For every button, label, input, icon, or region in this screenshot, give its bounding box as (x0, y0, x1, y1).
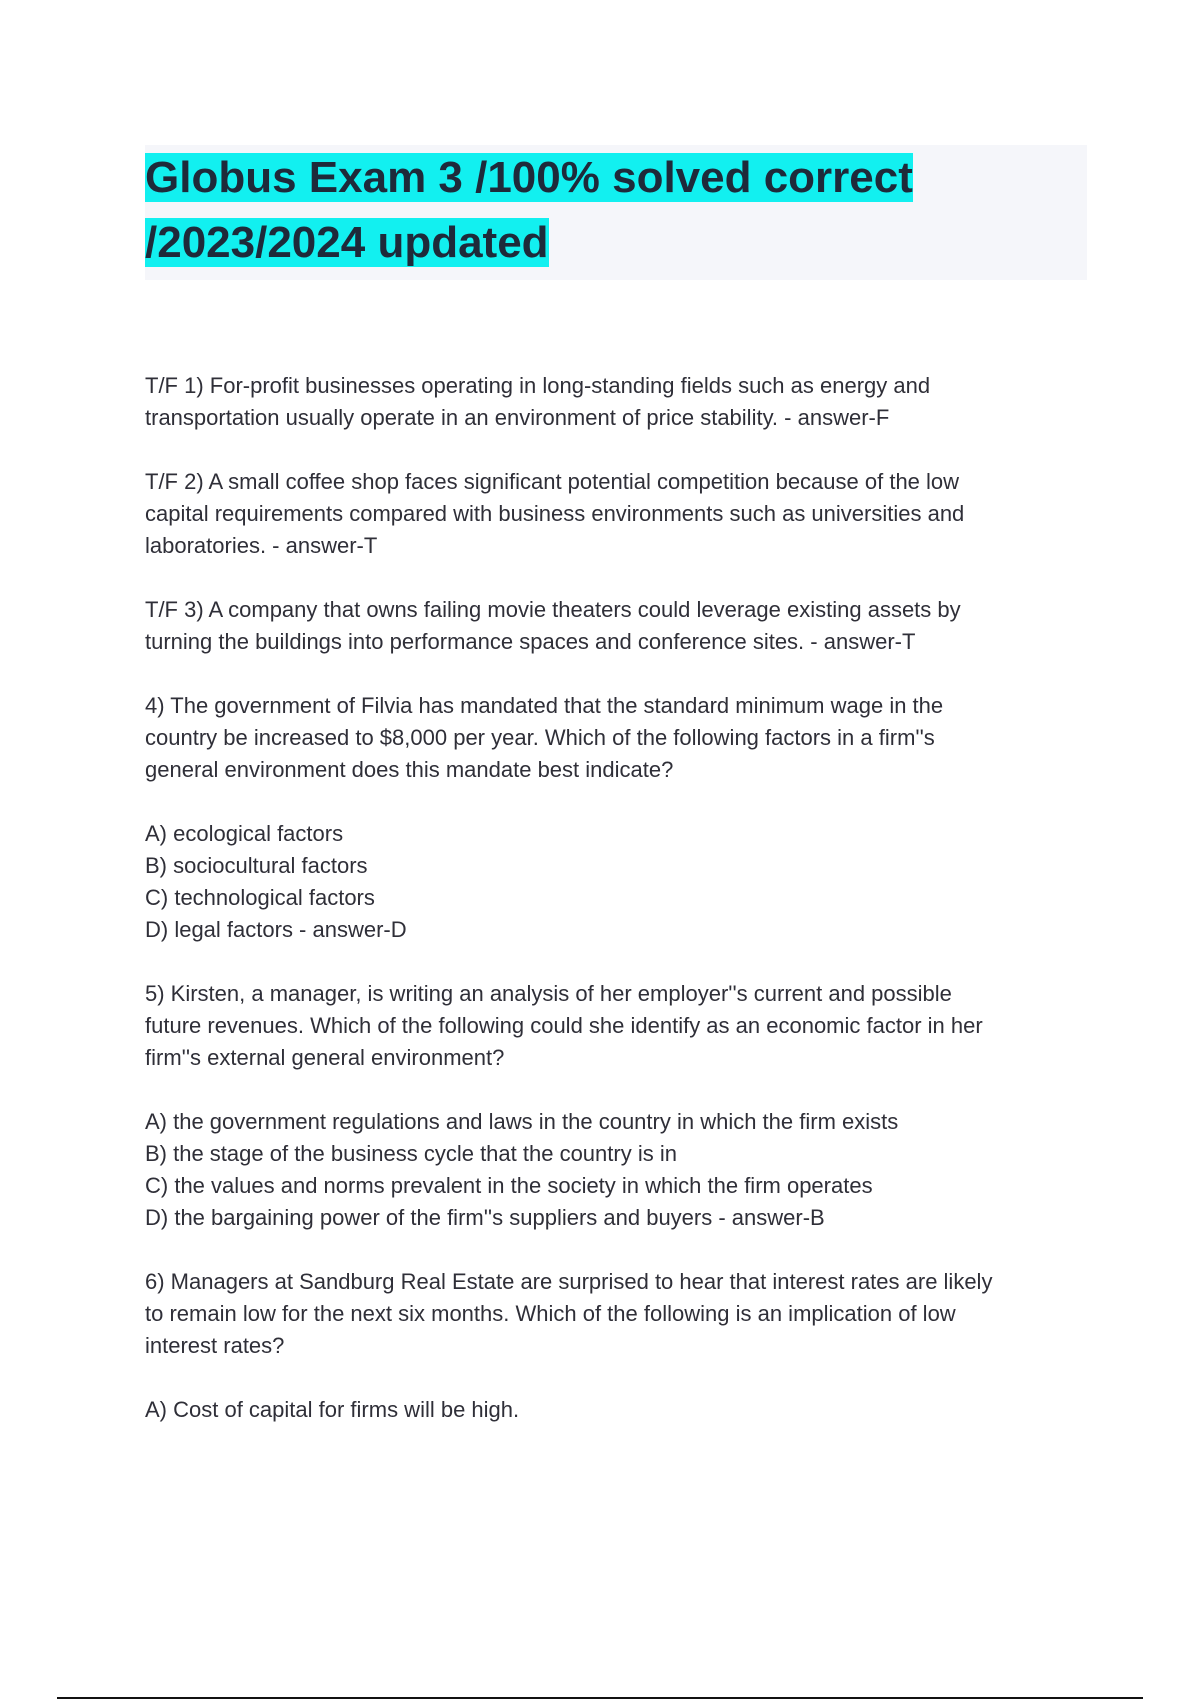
question-5-options: A) the government regulations and laws in the country in which the firm exists B) the stage of the business cycle that the country is in C) the values and norms prevalent in the society in which the firm operates D) the bargaining power of the firm''s suppliers and buyers - answer-B (145, 1109, 899, 1230)
document-title (145, 145, 1087, 275)
question-6-options: A) Cost of capital for firms will be high. (145, 1397, 520, 1422)
question-4: 4) The government of Filvia has mandated that the standard minimum wage in the country be increased to $8,000 per year. Which of the following factors in a firm''s general environment does this mandate best indicate? (145, 693, 944, 782)
question-4-options: A) ecological factors B) sociocultural factors C) technological factors D) legal factors - answer-D (145, 821, 407, 942)
question-1: T/F 1) For-profit businesses operating in long-standing fields such as energy and transportation usually operate in an environment of price stability. - answer-F (145, 373, 931, 430)
title-highlight: Globus Exam 3 /100% solved correct /2023/2024 updated (145, 153, 913, 267)
question-2: T/F 2) A small coffee shop faces significant potential competition because of the low capital requirements compared with business environments such as universities and laboratories. - answer-T (145, 469, 965, 558)
question-5: 5) Kirsten, a manager, is writing an analysis of her employer''s current and possible future revenues. Which of the following could she identify as an economic factor in her firm''s external general environment? (145, 981, 983, 1070)
question-6: 6) Managers at Sandburg Real Estate are surprised to hear that interest rates are likely to remain low for the next six months. Which of the following is an implication of low interest rates? (145, 1269, 993, 1358)
question-3: T/F 3) A company that owns failing movie theaters could leverage existing assets by turning the buildings into performance spaces and conference sites. - answer-T (145, 597, 961, 654)
document-body (145, 370, 1085, 1458)
bottom-divider (57, 1697, 1143, 1699)
